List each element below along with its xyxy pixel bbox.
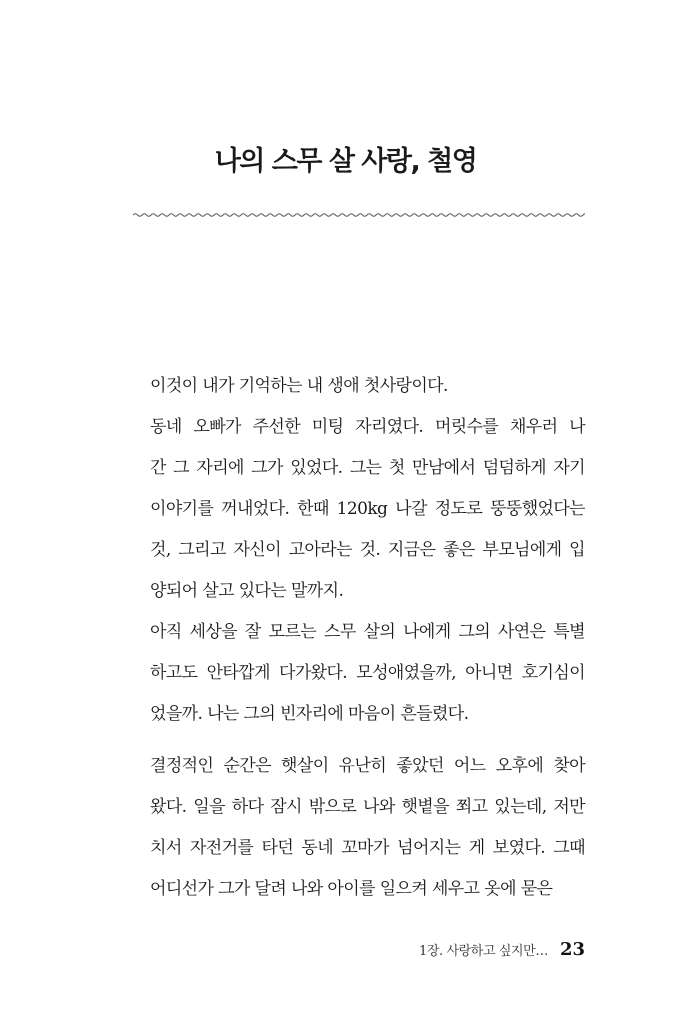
text-line: 동네 오빠가 주선한 미팅 자리였다. 머릿수를 채우러 나 <box>150 417 585 437</box>
paragraph <box>133 407 585 612</box>
text-line: 이것이 내가 기억하는 내 생애 첫사랑이다. <box>150 376 448 396</box>
page-footer <box>419 939 585 969</box>
text-line: 하고도 안타깝게 다가왔다. 모성애였을까, 아니면 호기심이 <box>150 663 585 683</box>
body-text-section-1 <box>133 366 585 735</box>
text-line: 었을까. 나는 그의 빈자리에 마음이 흔들렸다. <box>150 704 469 724</box>
text-line: 아직 세상을 잘 모르는 스무 살의 나에게 그의 사연은 특별 <box>150 622 585 642</box>
text-line: 왔다. 일을 하다 잠시 밖으로 나와 햇볕을 쬐고 있는데, 저만 <box>150 797 585 817</box>
page-number: 23 <box>559 939 585 960</box>
text-line: 양되어 살고 있다는 말까지. <box>150 581 344 601</box>
text-line: 이야기를 꺼내었다. 한때 120kg 나갈 정도로 뚱뚱했었다는 <box>150 499 585 519</box>
text-line: 결정적인 순간은 햇살이 유난히 좋았던 어느 오후에 찾아 <box>150 756 585 776</box>
paragraph <box>133 612 585 735</box>
text-line: 치서 자전거를 타던 동네 꼬마가 넘어지는 게 보였다. 그때 <box>150 838 585 858</box>
paragraph <box>133 366 585 407</box>
text-line: 어디선가 그가 달려 나와 아이를 일으켜 세우고 옷에 묻은 <box>150 879 553 899</box>
wavy-divider <box>133 209 585 221</box>
text-line: 것, 그리고 자신이 고아라는 것. 지금은 좋은 부모님에게 입 <box>150 540 585 560</box>
paragraph <box>133 746 585 910</box>
chapter-title: 나의 스무 살 사랑, 철영 <box>214 146 477 177</box>
text-line: 간 그 자리에 그가 있었다. 그는 첫 만남에서 덤덤하게 자기 <box>150 458 585 478</box>
running-chapter-title: 1장. 사랑하고 싶지만… <box>419 944 548 959</box>
body-text-section-2 <box>133 746 585 910</box>
